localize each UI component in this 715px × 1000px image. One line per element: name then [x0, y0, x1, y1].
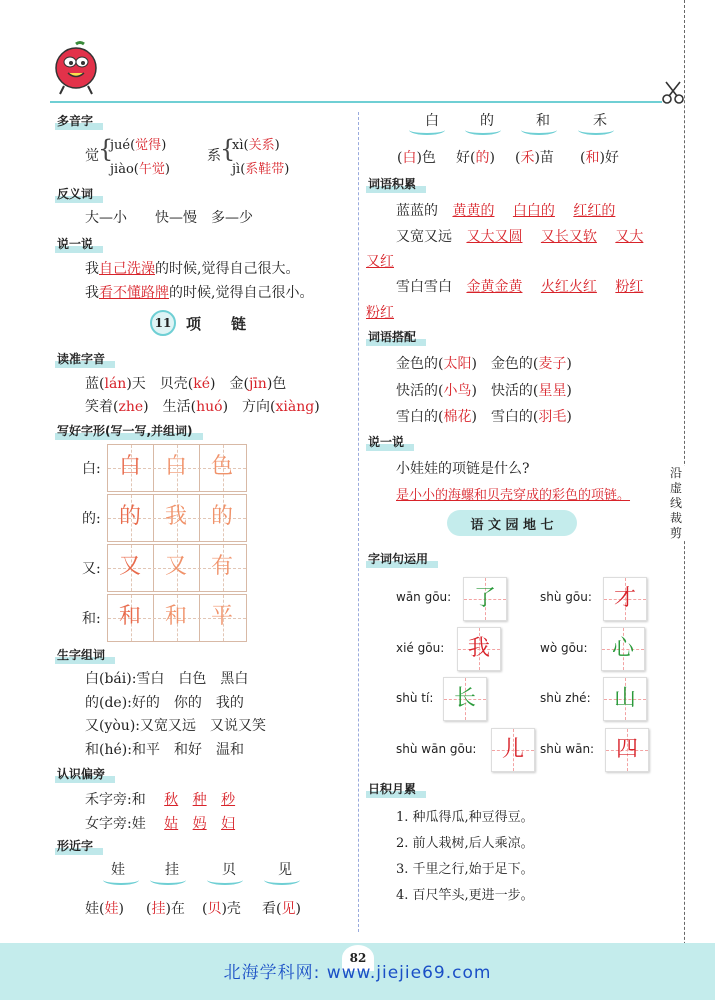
- write-char: 白: [118, 454, 141, 479]
- match-row-2: 快活的(小鸟) 快活的(星星): [396, 383, 572, 399]
- connector: [409, 125, 445, 135]
- usage-pinyin: xié gōu:: [396, 641, 445, 655]
- heading-radical: 认识偏旁: [55, 764, 109, 783]
- usage-char-box: [603, 577, 647, 621]
- heading-say-1: 说一说: [55, 234, 97, 253]
- heading-pinyin: 读准字音: [55, 349, 109, 368]
- garden-title: 语 文 园 地 七: [470, 518, 554, 533]
- column-divider: [358, 112, 359, 932]
- similar-top-4: 见: [278, 862, 292, 878]
- connector: [207, 875, 243, 885]
- usage-char-box: [603, 677, 647, 721]
- apple-mascot-icon: [50, 40, 102, 96]
- write-char: 色: [210, 454, 233, 479]
- heading-antonym: 反义词: [55, 184, 97, 203]
- write-label: 和:: [82, 611, 101, 627]
- words-line-1: 白(bái):雪白 白色 黑白: [85, 671, 249, 687]
- connector: [264, 875, 300, 885]
- usage-char-box: [601, 627, 645, 671]
- heading-say-2: 说一说: [366, 432, 408, 451]
- brace-2: {: [220, 135, 236, 163]
- words-line-4: 和(hé):和平 和好 温和: [85, 742, 244, 758]
- footer-watermark: 北海学科网: www.jiejie69.com: [223, 963, 492, 983]
- polyphone-char-1: 觉: [85, 148, 99, 164]
- antonym-text: 大—小 快—慢 多—少: [85, 210, 253, 226]
- similar2-bottom-1: (白)色: [397, 150, 436, 166]
- heading-accum: 词语积累: [366, 174, 420, 193]
- heading-usage: 字词句运用: [366, 549, 432, 568]
- usage-char-box: [605, 728, 649, 772]
- words-line-2: 的(de):好的 你的 我的: [85, 695, 244, 711]
- side-char: 剪: [669, 526, 682, 540]
- similar-top-1: 娃: [111, 862, 125, 878]
- usage-char: 心: [611, 636, 634, 661]
- usage-char-box: [463, 577, 507, 621]
- usage-char: 四: [615, 737, 638, 762]
- heading-match: 词语搭配: [366, 327, 420, 346]
- usage-char: 我: [467, 636, 490, 661]
- heading-daily: 日积月累: [366, 779, 420, 798]
- similar2-top-3: 和: [536, 113, 550, 129]
- side-char: 沿: [669, 466, 682, 480]
- usage-pinyin: shù zhé:: [540, 691, 591, 705]
- connector: [150, 875, 186, 885]
- say-line-1: 我自己洗澡的时候,觉得自己很大。: [85, 261, 300, 277]
- say2-answer: 是小小的海螺和贝壳穿成的彩色的项链。: [396, 488, 631, 503]
- lesson-title: 项 链: [186, 315, 247, 333]
- usage-pinyin: wān gōu:: [396, 590, 452, 604]
- cut-instruction: [667, 466, 685, 541]
- usage-pinyin: shù gōu:: [540, 590, 592, 604]
- header-rule: [50, 101, 662, 103]
- radical-line-2: 女字旁:娃 姑 妈 妇: [85, 816, 236, 832]
- heading-write: 写好字形(写一写,并组词): [55, 421, 197, 440]
- write-char: 又: [118, 554, 141, 579]
- write-char: 又: [164, 554, 187, 579]
- similar-bottom-2: (挂)在: [146, 901, 185, 917]
- write-char: 白: [164, 454, 187, 479]
- usage-char: 才: [613, 586, 636, 611]
- similar-top-3: 贝: [222, 862, 236, 878]
- connector: [521, 125, 557, 135]
- heading-similar: 形近字: [55, 836, 97, 855]
- say2-question: 小娃娃的项链是什么?: [396, 461, 530, 477]
- connector: [465, 125, 501, 135]
- usage-char: 山: [613, 686, 636, 711]
- similar2-top-2: 的: [480, 113, 494, 129]
- usage-pinyin: shù tí:: [396, 691, 434, 705]
- write-char: 和: [164, 604, 187, 629]
- write-label: 的:: [82, 511, 101, 527]
- write-char: 的: [210, 504, 233, 529]
- lesson-number: 11: [150, 310, 176, 336]
- daily-line-1: 1. 种瓜得瓜,种豆得豆。: [396, 810, 534, 825]
- similar2-bottom-2: 好(的): [456, 150, 495, 166]
- match-row-3: 雪白的(棉花) 雪白的(羽毛): [396, 409, 572, 425]
- usage-pinyin: shù wān:: [540, 742, 595, 756]
- connector: [103, 875, 139, 885]
- similar-top-2: 挂: [165, 862, 179, 878]
- polyphone-row-2b: jì(系鞋带): [232, 162, 290, 177]
- write-char: 和: [118, 604, 141, 629]
- heading-polyphone: 多音字: [55, 111, 97, 130]
- write-char: 平: [210, 604, 233, 629]
- usage-char: 长: [453, 686, 476, 711]
- similar-bottom-4: 看(见): [262, 901, 301, 917]
- similar2-top-4: 禾: [593, 113, 607, 129]
- similar2-bottom-4: (和)好: [580, 150, 619, 166]
- write-char: 有: [210, 554, 233, 579]
- connector: [578, 125, 614, 135]
- pinyin-line-2: 笑着(zhe) 生活(huó) 方向(xiàng): [85, 399, 320, 415]
- heading-words: 生字组词: [55, 645, 109, 664]
- write-char: 我: [164, 504, 187, 529]
- say-line-2: 我看不懂路牌的时候,觉得自己很小。: [85, 285, 314, 301]
- accum-line-3: 雪白雪白 金黄金黄 火红火红 粉红: [396, 279, 644, 295]
- daily-line-4: 4. 百尺竿头,更进一步。: [396, 888, 534, 903]
- usage-pinyin: wò gōu:: [540, 641, 588, 655]
- similar-bottom-1: 娃(娃): [85, 901, 124, 917]
- write-label: 白:: [82, 461, 101, 477]
- usage-char-box: [443, 677, 487, 721]
- daily-line-3: 3. 千里之行,始于足下。: [396, 862, 534, 877]
- daily-line-2: 2. 前人栽树,后人乘凉。: [396, 836, 534, 851]
- side-char: 裁: [669, 511, 682, 525]
- usage-pinyin: shù wān gōu:: [396, 742, 477, 756]
- polyphone-row-1b: jiào(午觉): [110, 162, 170, 177]
- accum-line-1: 蓝蓝的 黄黄的 白白的 红红的: [396, 203, 616, 219]
- words-line-3: 又(yòu):又宽又远 又说又笑: [85, 718, 266, 734]
- accum-line-2: 又宽又远 又大又圆 又长又软 又大: [396, 229, 644, 245]
- write-label: 又:: [82, 561, 101, 577]
- similar-bottom-3: (贝)壳: [202, 901, 241, 917]
- similar2-top-1: 白: [425, 113, 439, 129]
- pinyin-line-1: 蓝(lán)天 贝壳(ké) 金(jīn)色: [85, 376, 287, 392]
- polyphone-char-2: 系: [207, 148, 221, 164]
- polyphone-row-2a: xì(关系): [232, 138, 280, 153]
- page-number: 82: [342, 945, 374, 971]
- side-char: 线: [669, 496, 682, 510]
- write-char: 的: [118, 504, 141, 529]
- accum-line-2-cont: 又红: [366, 254, 394, 270]
- usage-char: 了: [473, 586, 496, 611]
- usage-char: 儿: [501, 737, 524, 762]
- match-row-1: 金色的(太阳) 金色的(麦子): [396, 356, 572, 372]
- side-char: 虚: [669, 481, 682, 495]
- polyphone-row-1a: jué(觉得): [110, 138, 167, 153]
- similar2-bottom-3: (禾)苗: [515, 150, 554, 166]
- radical-line-1: 禾字旁:和 秋 种 秒: [85, 792, 236, 808]
- usage-char-box: [491, 728, 535, 772]
- brace-1: {: [98, 135, 114, 163]
- scissors-icon: [660, 80, 686, 106]
- usage-char-box: [457, 627, 501, 671]
- accum-line-3-cont: 粉红: [366, 305, 394, 321]
